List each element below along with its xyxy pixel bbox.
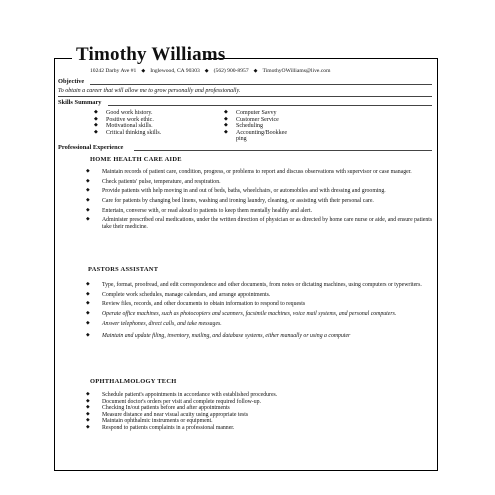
duty-item: ◆ Type, format, proofread, and edit correspondence and other documents, from notes or dictating machines, using computers or typewriters. xyxy=(86,282,434,289)
job-title: HOME HEALTH CARE AIDE xyxy=(90,156,182,163)
duty-item: ◆ Maintain ophthalmic instruments or equipment. xyxy=(86,418,434,425)
skill-item: ◆ Computer Savvy xyxy=(224,110,292,117)
skill-item: ◆ Good work history. xyxy=(94,110,161,117)
duty-item: ◆ Schedule patient's appointments in accordance with established procedures. xyxy=(86,392,434,399)
job-duties-list xyxy=(86,392,434,431)
diamond-icon: ◆ xyxy=(141,69,146,74)
skill-item: ◆ Customer Service xyxy=(224,117,292,124)
skill-item: ◆ Positive work ethic. xyxy=(94,117,161,124)
job-title: OPHTHALMOLOGY TECH xyxy=(90,378,177,385)
objective-underline xyxy=(58,96,432,97)
contact-line xyxy=(90,68,330,74)
diamond-icon: ◆ xyxy=(204,69,209,74)
experience-label: Professional Experience xyxy=(58,144,124,151)
duty-item: ◆ Respond to patients complaints in a professional manner. xyxy=(86,425,434,432)
skill-item: ◆ Accounting/Bookkee ping xyxy=(224,130,292,143)
skills-label: Skills Summary xyxy=(58,99,102,106)
skills-left-list xyxy=(94,110,161,136)
duty-item: ◆ Complete work schedules, manage calendars, and arrange appointments. xyxy=(86,292,434,299)
experience-rule xyxy=(134,150,432,151)
skills-right-list xyxy=(224,110,292,143)
resume-page xyxy=(54,44,438,472)
skill-item: ◆ Motivational skills. xyxy=(94,123,161,130)
city: Inglewood, CA 90303 xyxy=(150,68,200,74)
skills-rule xyxy=(108,105,432,106)
objective-label: Objective xyxy=(58,78,85,85)
job-title: PASTORS ASSISTANT xyxy=(88,266,159,273)
diamond-icon: ◆ xyxy=(253,69,258,74)
duty-item: ◆ Administer prescribed oral medications, under the written direction of physician or as directed by home care nurse or aide, and ensure patients take their medicine. xyxy=(86,217,434,230)
objective-rule xyxy=(90,84,432,85)
duty-item: ◆ Checking In/out patients before and after appointments xyxy=(86,405,434,412)
job-duties-list xyxy=(86,282,434,343)
address: 10242 Darby Ave #1 xyxy=(90,68,137,74)
duty-item: ◆ Entertain, converse with, or read aloud to patients to keep them mentally healthy and alert. xyxy=(86,208,434,215)
frame-top-rule-left xyxy=(54,58,72,59)
objective-text: To obtain a career that will allow me to grow personally and professionally. xyxy=(58,88,241,94)
skill-item: ◆ Scheduling xyxy=(224,123,292,130)
duty-item: ◆ Maintain and update filing, inventory, mailing, and database systems, either manually or using a computer xyxy=(86,333,434,340)
duty-item: ◆ Care for patients by changing bed linens, washing and ironing laundry, cleaning, or assisting with their personal care. xyxy=(86,198,434,205)
applicant-name: Timothy Williams xyxy=(76,44,226,65)
duty-item: ◆ Document doctor's orders per visit and complete required follow-up. xyxy=(86,399,434,406)
duty-item: ◆ Operate office machines, such as photocopiers and scanners, facsimile machines, voice mail systems, and personal computers. xyxy=(86,311,434,318)
frame-top-rule-right xyxy=(204,58,438,59)
duty-item: ◆ Review files, records, and other documents to obtain information to respond to requests xyxy=(86,301,434,308)
duty-item: ◆ Maintain records of patient care, condition, progress, or problems to report and discuss observations with supervisor or case manager. xyxy=(86,169,434,176)
duty-item: ◆ Measure distance and near visual acuity using appropriate tests xyxy=(86,412,434,419)
skill-item: ◆ Critical thinking skills. xyxy=(94,130,161,137)
job-duties-list xyxy=(86,169,434,234)
duty-item: ◆ Answer telephones, direct calls, and take messages. xyxy=(86,321,434,328)
email: TimothyOWilliams@live.com xyxy=(262,68,331,74)
phone: (562) 900-8957 xyxy=(213,68,249,74)
duty-item: ◆ Provide patients with help moving in and out of beds, baths, wheelchairs, or automobiles and with dressing and grooming. xyxy=(86,188,434,195)
duty-item: ◆ Check patients' pulse, temperature, and respiration. xyxy=(86,179,434,186)
